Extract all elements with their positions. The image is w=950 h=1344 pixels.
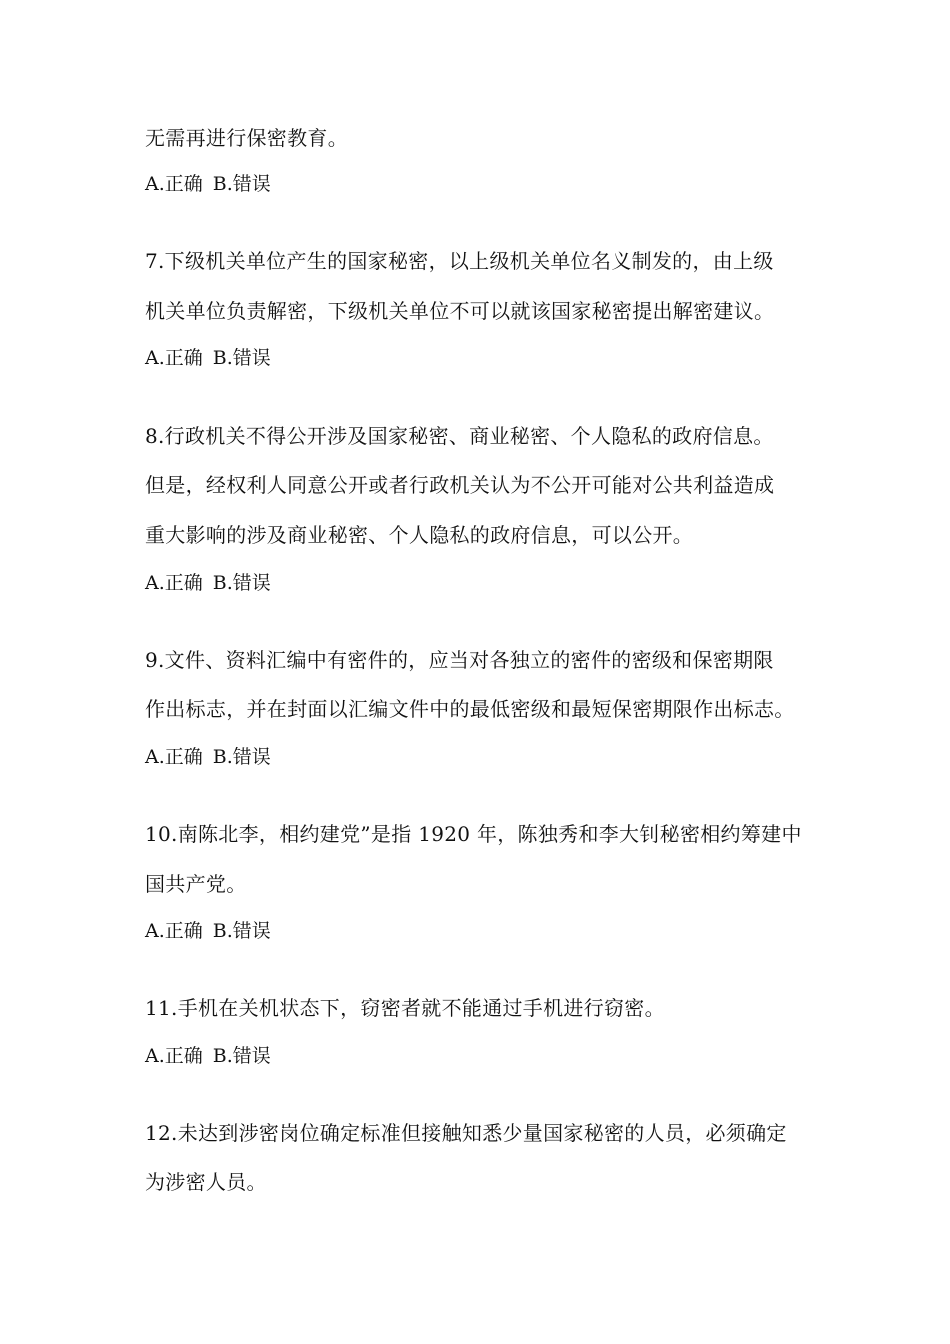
question-line: 9.文件、资料汇编中有密件的，应当对各独立的密件的密级和保密期限 [145,648,774,672]
option-a: A.正确 [145,572,203,594]
answer-options [145,170,835,198]
question-line: 机关单位负责解密，下级机关单位不可以就该国家秘密提出解密建议。 [145,299,775,323]
question-line: 重大影响的涉及商业秘密、个人隐私的政府信息，可以公开。 [145,523,694,547]
question-line: 但是，经权利人同意公开或者行政机关认为不公开可能对公共利益造成 [145,473,775,497]
option-a: A.正确 [145,173,203,195]
option-b: B.错误 [212,347,271,369]
question-line: 国共产党。 [145,872,247,896]
answer-options [145,344,835,372]
option-b: B.错误 [212,572,271,594]
answer-options [145,569,835,597]
question-line: 7.下级机关单位产生的国家秘密，以上级机关单位名义制发的，由上级 [145,249,774,273]
option-a: A.正确 [145,347,203,369]
answer-options [145,743,835,771]
question-line: 12.未达到涉密岗位确定标准但接触知悉少量国家秘密的人员，必须确定 [145,1121,787,1145]
question-line: 8.行政机关不得公开涉及国家秘密、商业秘密、个人隐私的政府信息。 [145,424,774,448]
option-a: A.正确 [145,746,203,768]
option-b: B.错误 [212,1045,271,1067]
option-b: B.错误 [212,920,271,942]
answer-options [145,917,835,945]
option-b: B.错误 [212,746,271,768]
option-b: B.错误 [212,173,271,195]
question-line: 10.南陈北李，相约建党”是指 1920 年，陈独秀和李大钊秘密相约筹建中 [145,822,802,846]
question-line: 无需再进行保密教育。 [145,126,348,150]
option-a: A.正确 [145,1045,203,1067]
question-line: 11.手机在关机状态下，窃密者就不能通过手机进行窃密。 [145,996,665,1020]
option-a: A.正确 [145,920,203,942]
answer-options [145,1042,835,1070]
question-line: 为涉密人员。 [145,1170,267,1194]
question-line: 作出标志，并在封面以汇编文件中的最低密级和最短保密期限作出标志。 [145,697,795,721]
